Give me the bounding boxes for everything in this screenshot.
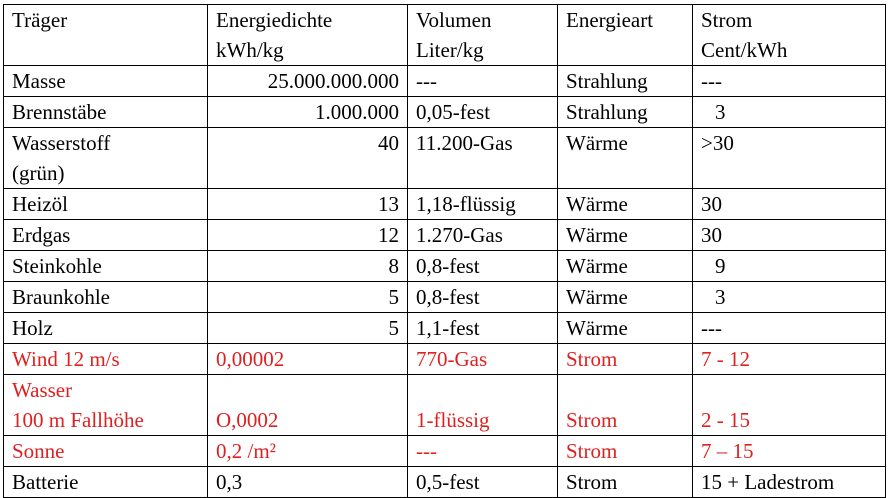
cell-traeger: Wind 12 m/s (4, 344, 208, 375)
cell-traeger (4, 128, 208, 189)
cell-traeger: Erdgas (4, 220, 208, 251)
cell-energieart: Strahlung (558, 97, 693, 128)
cell-energieart: Wärme (558, 128, 693, 189)
header-energieart-label: Energieart (566, 8, 654, 32)
table-row (4, 97, 886, 128)
cell-volumen: 1-flüssig (408, 375, 558, 436)
table-row-highlight (4, 436, 886, 467)
cell-energieart: Strahlung (558, 66, 693, 97)
header-volumen-label: Volumen (416, 8, 492, 32)
table-row-highlight (4, 344, 886, 375)
cell-energiedichte: 0,00002 (208, 344, 408, 375)
cell-energiedichte: 25.000.000.000 (208, 66, 408, 97)
cell-volumen: 0,05-fest (408, 97, 558, 128)
table-row (4, 128, 886, 189)
header-volumen-unit: Liter/kg (416, 38, 484, 62)
cell-traeger: Sonne (4, 436, 208, 467)
cell-traeger-line2: 100 m Fallhöhe (12, 408, 144, 432)
table-row (4, 66, 886, 97)
cell-volumen: 11.200-Gas (408, 128, 558, 189)
cell-traeger: Batterie (4, 467, 208, 498)
cell-volumen: 1,1-fest (408, 313, 558, 344)
cell-energiedichte: O,0002 (208, 375, 408, 436)
cell-traeger: Heizöl (4, 189, 208, 220)
cell-strom: 9 (693, 251, 886, 282)
energy-carrier-table (3, 4, 886, 498)
cell-volumen: 770-Gas (408, 344, 558, 375)
cell-energiedichte: 40 (208, 128, 408, 189)
cell-strom: --- (693, 313, 886, 344)
cell-traeger (4, 375, 208, 436)
cell-volumen: --- (408, 66, 558, 97)
cell-energieart: Strom (558, 467, 693, 498)
cell-volumen: 0,5-fest (408, 467, 558, 498)
cell-volumen: --- (408, 436, 558, 467)
cell-traeger: Masse (4, 66, 208, 97)
table-row (4, 220, 886, 251)
cell-traeger: Brennstäbe (4, 97, 208, 128)
cell-energieart: Strom (558, 436, 693, 467)
cell-traeger: Holz (4, 313, 208, 344)
cell-volumen: 1.270-Gas (408, 220, 558, 251)
table-row-highlight (4, 375, 886, 436)
cell-volumen: 0,8-fest (408, 251, 558, 282)
table-row (4, 467, 886, 498)
table-row (4, 251, 886, 282)
header-energiedichte-unit: kWh/kg (216, 38, 284, 62)
cell-energiedichte: 0,2 /m² (208, 436, 408, 467)
header-strom-unit: Cent/kWh (701, 38, 788, 62)
header-energiedichte (208, 5, 408, 66)
cell-energieart: Strom (558, 375, 693, 436)
cell-energiedichte: 1.000.000 (208, 97, 408, 128)
cell-strom: 3 (693, 97, 886, 128)
cell-strom: >30 (693, 128, 886, 189)
header-strom (693, 5, 886, 66)
cell-traeger: Steinkohle (4, 251, 208, 282)
table-row (4, 189, 886, 220)
cell-traeger-line2: (grün) (12, 161, 65, 185)
cell-strom: 15 + Ladestrom (693, 467, 886, 498)
cell-energiedichte: 5 (208, 282, 408, 313)
table-row (4, 313, 886, 344)
table-row (4, 282, 886, 313)
cell-traeger-line1: Wasserstoff (12, 131, 111, 155)
cell-energiedichte: 13 (208, 189, 408, 220)
header-energiedichte-label: Energiedichte (216, 8, 333, 32)
cell-strom: 30 (693, 189, 886, 220)
header-strom-label: Strom (701, 8, 753, 32)
cell-energiedichte: 5 (208, 313, 408, 344)
cell-strom: 7 - 12 (693, 344, 886, 375)
header-energieart (558, 5, 693, 66)
cell-energieart: Wärme (558, 251, 693, 282)
cell-strom: 30 (693, 220, 886, 251)
cell-strom: 3 (693, 282, 886, 313)
cell-volumen: 0,8-fest (408, 282, 558, 313)
cell-energieart: Wärme (558, 313, 693, 344)
cell-energieart: Wärme (558, 220, 693, 251)
cell-volumen: 1,18-flüssig (408, 189, 558, 220)
header-volumen (408, 5, 558, 66)
cell-traeger: Braunkohle (4, 282, 208, 313)
cell-energieart: Strom (558, 344, 693, 375)
header-traeger (4, 5, 208, 66)
cell-strom: 7 – 15 (693, 436, 886, 467)
cell-strom: --- (693, 66, 886, 97)
cell-energieart: Wärme (558, 189, 693, 220)
table-header-row (4, 5, 886, 66)
cell-energiedichte: 12 (208, 220, 408, 251)
cell-energiedichte: 8 (208, 251, 408, 282)
cell-strom: 2 - 15 (693, 375, 886, 436)
cell-energiedichte: 0,3 (208, 467, 408, 498)
cell-traeger-line1: Wasser (12, 378, 73, 402)
cell-energieart: Wärme (558, 282, 693, 313)
header-traeger-label: Träger (12, 8, 68, 32)
